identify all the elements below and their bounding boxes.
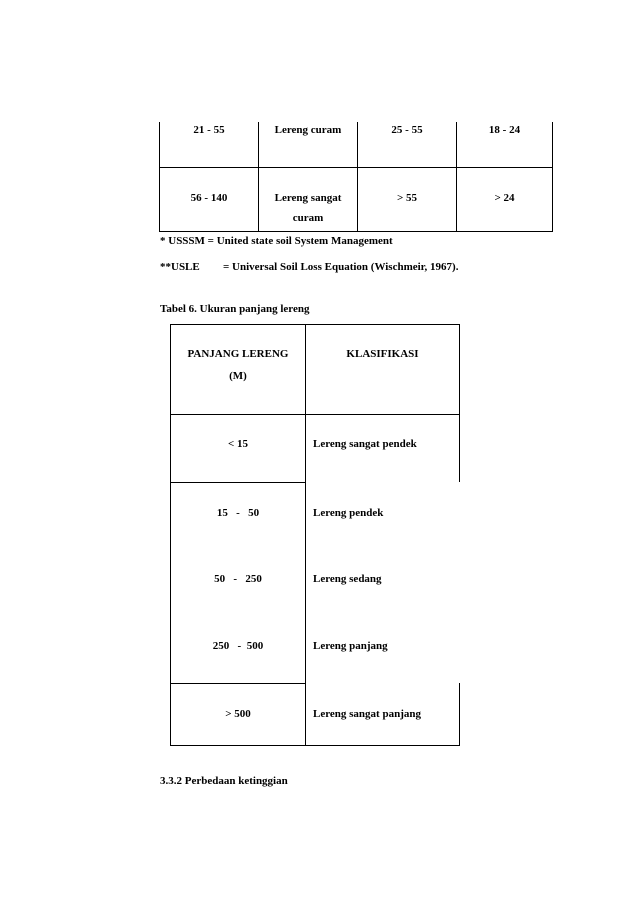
table-border: [170, 324, 460, 325]
table-row-range: 15 - 50: [216, 507, 260, 519]
table-row-class: Lereng panjang: [313, 640, 388, 652]
header-panjang-lereng: PANJANG LERENG: [187, 348, 289, 360]
footnote-usle-key: **USLE: [160, 261, 200, 273]
table-row-class: Lereng sangat pendek: [313, 438, 417, 450]
table-row-class: Lereng pendek: [313, 507, 384, 519]
table-row-range: < 15: [227, 438, 249, 450]
header-unit: (M): [229, 370, 247, 382]
table-cell: 21 - 55: [193, 124, 225, 136]
table-row-range: 250 - 500: [212, 640, 264, 652]
table-cell: curam: [292, 212, 324, 224]
table-row-range: > 500: [225, 708, 251, 720]
table-row-range: 50 - 250: [214, 573, 262, 585]
table-cell: 25 - 55: [391, 124, 423, 136]
table-cell: > 55: [396, 192, 418, 204]
table-border: [459, 683, 460, 746]
footnote-usssm: * USSSM = United state soil System Management: [160, 235, 393, 247]
table-border: [159, 167, 553, 168]
header-klasifikasi: KLASIFIKASI: [346, 348, 419, 360]
table-caption: Tabel 6. Ukuran panjang lereng: [160, 303, 310, 315]
table-cell: Lereng sangat: [274, 192, 342, 204]
table-cell: 56 - 140: [190, 192, 228, 204]
table-border: [170, 683, 306, 684]
table-border: [170, 414, 460, 415]
table-row-class: Lereng sedang: [313, 573, 382, 585]
table-border: [159, 231, 553, 232]
table-row-class: Lereng sangat panjang: [313, 708, 421, 720]
table-cell: 18 - 24: [488, 124, 521, 136]
table-cell: > 24: [494, 192, 515, 204]
table-border: [170, 482, 306, 483]
section-heading: 3.3.2 Perbedaan ketinggian: [160, 775, 288, 787]
footnote-usle-value: = Universal Soil Loss Equation (Wischmeir, 1967).: [223, 261, 459, 273]
table-cell: Lereng curam: [274, 124, 342, 136]
table-border: [170, 745, 460, 746]
